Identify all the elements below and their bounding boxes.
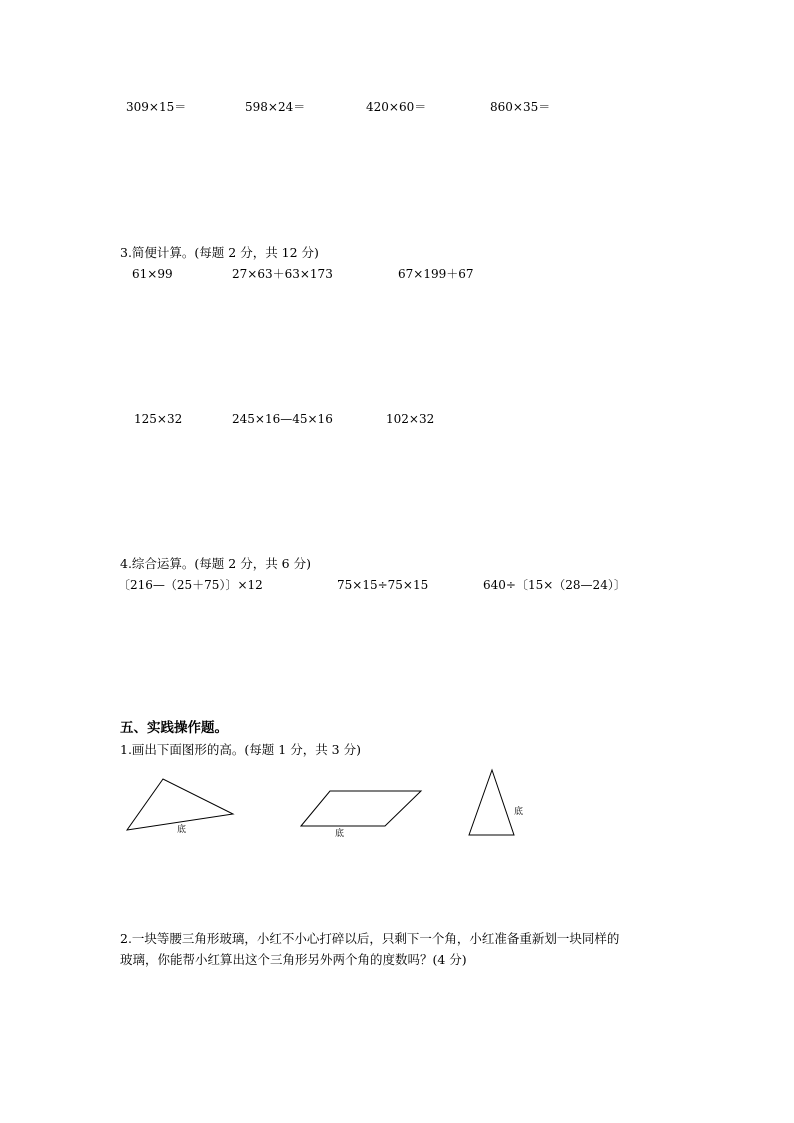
triangle-base-label: 底 bbox=[177, 825, 187, 835]
q4-problem-1: 〔216—（25＋75）〕×12 bbox=[118, 578, 263, 592]
parallelogram bbox=[301, 791, 421, 826]
q3-problem-3: 67×199＋67 bbox=[398, 267, 474, 281]
problem-860x35: 860×35＝ bbox=[490, 100, 551, 114]
q4-heading: 4.综合运算。(每题 2 分，共 6 分) bbox=[120, 556, 311, 571]
q3-heading: 3.简便计算。(每题 2 分，共 12 分) bbox=[120, 245, 319, 260]
q3-problem-1: 61×99 bbox=[132, 267, 173, 281]
q4-problem-2: 75×15÷75×15 bbox=[337, 578, 429, 592]
q3-problem-6: 102×32 bbox=[386, 412, 435, 426]
section5-q2-line1: 2.一块等腰三角形玻璃，小红不小心打碎以后，只剩下一个角，小红准备重新划一块同样的 bbox=[120, 931, 620, 946]
problem-309x15: 309×15＝ bbox=[126, 100, 187, 114]
section5-title: 五、实践操作题。 bbox=[120, 720, 228, 736]
section5-q2-line2: 玻璃，你能帮小红算出这个三角形另外两个角的度数吗？(4 分) bbox=[120, 952, 467, 967]
isosceles-base-label: 底 bbox=[514, 807, 524, 817]
obtuse-triangle bbox=[127, 779, 233, 830]
parallelogram-base-label: 底 bbox=[335, 829, 345, 839]
isosceles-triangle bbox=[469, 770, 514, 835]
problem-598x24: 598×24＝ bbox=[245, 100, 306, 114]
section5-q1-text: 1.画出下面图形的高。(每题 1 分，共 3 分) bbox=[120, 742, 361, 757]
q3-problem-5: 245×16—45×16 bbox=[232, 412, 333, 426]
q3-problem-4: 125×32 bbox=[134, 412, 183, 426]
q4-problem-3: 640÷〔15×（28—24）〕 bbox=[483, 578, 626, 592]
problem-420x60: 420×60＝ bbox=[366, 100, 427, 114]
q3-problem-2: 27×63＋63×173 bbox=[232, 267, 333, 281]
